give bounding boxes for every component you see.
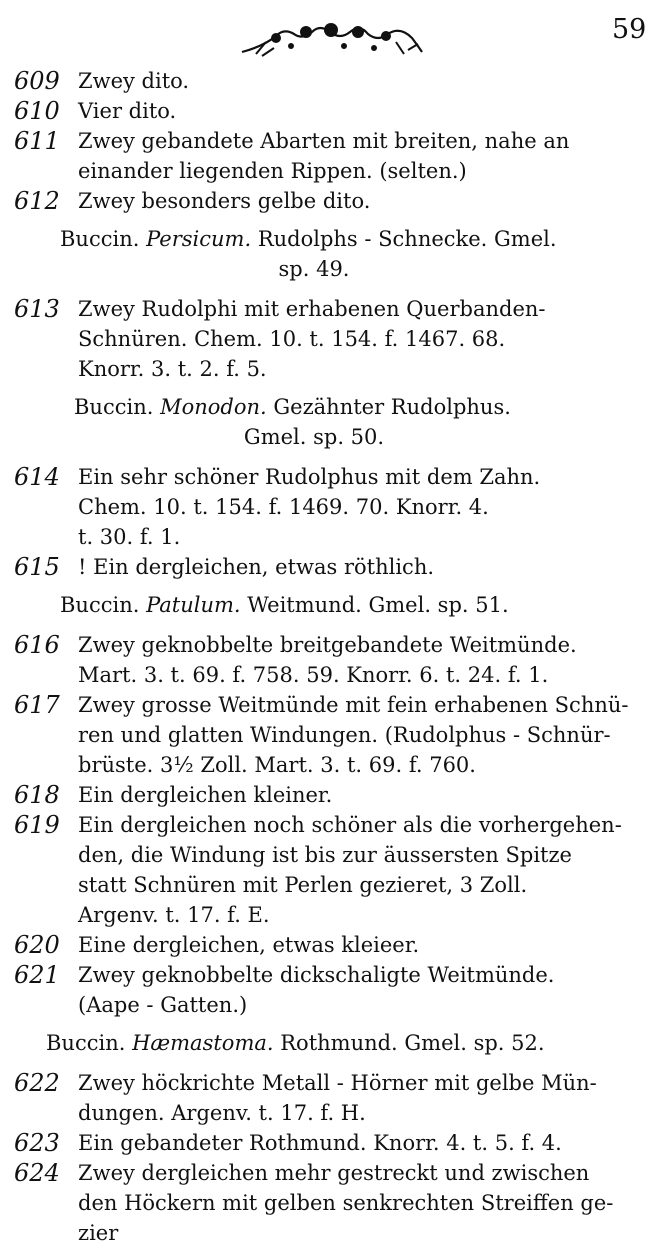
species-name: Hæmastoma. bbox=[132, 1031, 274, 1055]
catalogue-entry bbox=[14, 1068, 654, 1128]
catalogue-entry bbox=[14, 462, 654, 552]
entry-line: ren und glatten Windungen. (Rudolphus - Schnür- bbox=[78, 723, 611, 747]
catalogue-entry bbox=[14, 960, 654, 1020]
catalogue-entry bbox=[14, 294, 654, 384]
common-name: Rothmund. Gmel. sp. 52. bbox=[280, 1031, 545, 1055]
genus-name: Buccin. bbox=[60, 593, 140, 617]
entry-line: Zwey geknobbelte dickschaligte Weitmünde. bbox=[78, 963, 555, 987]
entry-line: zier bbox=[78, 1221, 119, 1245]
catalogue-entry bbox=[14, 1158, 654, 1248]
catalogue-entry bbox=[14, 630, 654, 690]
species-reference: sp. 49. bbox=[278, 257, 350, 281]
catalogue-entry bbox=[14, 1128, 654, 1158]
catalogue-entry bbox=[14, 780, 654, 810]
catalogue-list bbox=[14, 66, 654, 1248]
species-header-line bbox=[14, 1028, 654, 1058]
entry-text bbox=[78, 930, 654, 960]
entry-number: 613 bbox=[14, 295, 60, 323]
species-header-line bbox=[14, 224, 654, 254]
catalogue-entry bbox=[14, 690, 654, 780]
species-reference: Gmel. sp. 50. bbox=[243, 425, 385, 449]
common-name: Rudolphs - Schnecke. Gmel. bbox=[257, 227, 557, 251]
entry-line: dungen. Argenv. t. 17. f. H. bbox=[78, 1101, 366, 1125]
entry-number: 619 bbox=[14, 811, 60, 839]
species-header bbox=[14, 224, 654, 284]
entry-line: Schnüren. Chem. 10. t. 154. f. 1467. 68. bbox=[78, 327, 506, 351]
entry-number: 618 bbox=[14, 781, 60, 809]
species-header bbox=[14, 392, 654, 452]
entry-number: 614 bbox=[14, 463, 60, 491]
entry-line: Zwey gebandete Abarten mit breiten, nahe an bbox=[78, 129, 570, 153]
entry-line: Zwey besonders gelbe dito. bbox=[78, 189, 371, 213]
entry-line: ! Ein dergleichen, etwas röthlich. bbox=[78, 555, 435, 579]
entry-text bbox=[78, 1068, 654, 1128]
catalogue-entry bbox=[14, 552, 654, 582]
entry-line: Zwey dergleichen mehr gestreckt und zwischen bbox=[78, 1161, 590, 1185]
entry-text bbox=[78, 66, 654, 96]
floral-ornament-icon bbox=[236, 18, 426, 60]
entry-line: Ein sehr schöner Rudolphus mit dem Zahn. bbox=[78, 465, 541, 489]
entry-line: Zwey dito. bbox=[78, 69, 190, 93]
entry-number: 611 bbox=[14, 127, 60, 155]
species-name: Persicum. bbox=[146, 227, 252, 251]
entry-text bbox=[78, 294, 654, 384]
entry-text bbox=[78, 126, 654, 186]
entry-line: Zwey Rudolphi mit erhabenen Querbanden- bbox=[78, 297, 546, 321]
entry-line: Chem. 10. t. 154. f. 1469. 70. Knorr. 4. bbox=[78, 495, 489, 519]
entry-line: t. 30. f. 1. bbox=[78, 525, 181, 549]
genus-name: Buccin. bbox=[60, 227, 140, 251]
entry-number: 621 bbox=[14, 961, 60, 989]
entry-number: 612 bbox=[14, 187, 60, 215]
species-header-line bbox=[14, 590, 654, 620]
entry-line: Zwey grosse Weitmünde mit fein erhabenen Schnü- bbox=[78, 693, 629, 717]
entry-line: Argenv. t. 17. f. E. bbox=[78, 903, 270, 927]
common-name: Weitmund. Gmel. sp. 51. bbox=[247, 593, 509, 617]
entry-line: Ein dergleichen noch schöner als die vorhergehen- bbox=[78, 813, 622, 837]
entry-text bbox=[78, 810, 654, 930]
catalogue-entry bbox=[14, 66, 654, 96]
entry-line: Ein dergleichen kleiner. bbox=[78, 783, 333, 807]
entry-text bbox=[78, 462, 654, 552]
entry-line: einander liegenden Rippen. (selten.) bbox=[78, 159, 467, 183]
entry-number: 615 bbox=[14, 553, 60, 581]
entry-text bbox=[78, 690, 654, 780]
catalogue-entry bbox=[14, 186, 654, 216]
entry-line: den, die Windung ist bis zur äussersten Spitze bbox=[78, 843, 572, 867]
entry-number: 610 bbox=[14, 97, 60, 125]
catalogue-entry bbox=[14, 930, 654, 960]
catalogue-entry bbox=[14, 126, 654, 186]
entry-number: 623 bbox=[14, 1129, 60, 1157]
entry-text bbox=[78, 1128, 654, 1158]
entry-number: 624 bbox=[14, 1159, 60, 1187]
entry-line: Knorr. 3. t. 2. f. 5. bbox=[78, 357, 267, 381]
entry-line: Vier dito. bbox=[78, 99, 177, 123]
entry-text bbox=[78, 960, 654, 1020]
species-name: Monodon. bbox=[160, 395, 267, 419]
entry-number: 617 bbox=[14, 691, 60, 719]
entry-line: Zwey geknobbelte breitgebandete Weitmünde. bbox=[78, 633, 577, 657]
entry-line: Mart. 3. t. 69. f. 758. 59. Knorr. 6. t. 24. f. 1. bbox=[78, 663, 549, 687]
entry-number: 622 bbox=[14, 1069, 60, 1097]
entry-text bbox=[78, 552, 654, 582]
page-number: 59 bbox=[612, 14, 647, 45]
entry-line: Zwey höckrichte Metall - Hörner mit gelbe Mün- bbox=[78, 1071, 597, 1095]
genus-name: Buccin. bbox=[74, 395, 154, 419]
species-header-line bbox=[14, 392, 654, 422]
entry-line: Ein gebandeter Rothmund. Knorr. 4. t. 5. f. 4. bbox=[78, 1131, 562, 1155]
entry-line: den Höckern mit gelben senkrechten Streiffen ge- bbox=[78, 1191, 614, 1215]
species-name: Patulum. bbox=[146, 593, 241, 617]
genus-name: Buccin. bbox=[46, 1031, 126, 1055]
entry-text bbox=[78, 96, 654, 126]
entry-line: (Aape - Gatten.) bbox=[78, 993, 248, 1017]
entry-line: Eine dergleichen, etwas kleieer. bbox=[78, 933, 420, 957]
species-header bbox=[14, 590, 654, 620]
entry-line: brüste. 3½ Zoll. Mart. 3. t. 69. f. 760. bbox=[78, 753, 476, 777]
catalogue-entry bbox=[14, 810, 654, 930]
entry-number: 616 bbox=[14, 631, 60, 659]
entry-line: statt Schnüren mit Perlen gezieret, 3 Zoll. bbox=[78, 873, 528, 897]
entry-text bbox=[78, 780, 654, 810]
entry-text bbox=[78, 186, 654, 216]
entry-number: 609 bbox=[14, 67, 60, 95]
catalogue-entry bbox=[14, 96, 654, 126]
entry-text bbox=[78, 1158, 654, 1248]
species-header bbox=[14, 1028, 654, 1058]
common-name: Gezähnter Rudolphus. bbox=[273, 395, 511, 419]
entry-text bbox=[78, 630, 654, 690]
entry-number: 620 bbox=[14, 931, 60, 959]
